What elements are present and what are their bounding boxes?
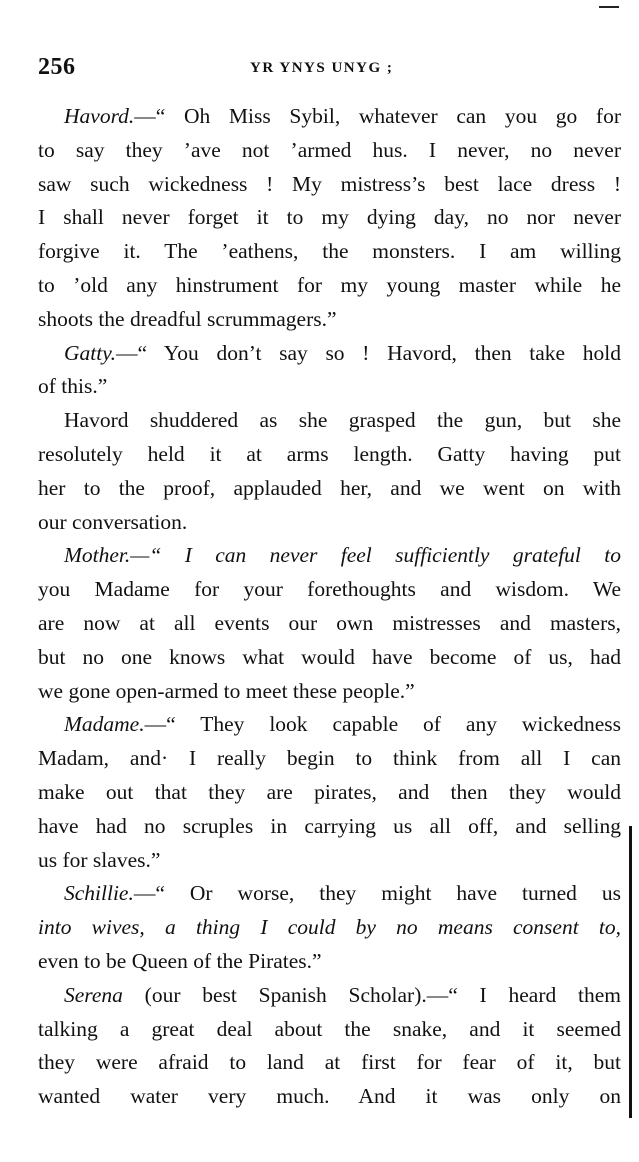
text-line: are now at all events our own mistresses and masters,	[38, 610, 621, 635]
text-line: saw such wickedness ! My mistress’s best lace dress !	[38, 171, 621, 196]
speaker-name: Serena	[64, 982, 123, 1007]
speaker-name: Schillie.	[64, 881, 134, 906]
text-line: wanted water very much. And it was only on	[38, 1084, 621, 1109]
page-number: 256	[38, 54, 76, 80]
text-line: Havord shuddered as she grasped the gun, but she	[64, 408, 621, 433]
page-body	[38, 100, 621, 1114]
text-line: they were afraid to land at first for fear of it, but	[38, 1050, 621, 1075]
line-text: —“ Oh Miss Sybil, whatever can you go for	[134, 104, 621, 128]
dialogue-paragraph-havord	[38, 100, 621, 337]
text-line: us for slaves.”	[38, 847, 161, 872]
text-line: but no one knows what would have become of us, had	[38, 644, 621, 669]
margin-rule	[629, 826, 632, 1118]
text-line: you Madame for your forethoughts and wisdom. We	[38, 577, 621, 602]
text-line: forgive it. The ’eathens, the monsters. I am willing	[38, 239, 621, 264]
text-line: make out that they are pirates, and then they would	[38, 779, 621, 804]
text-line	[38, 539, 621, 573]
text-line: of this.”	[38, 374, 108, 399]
speaker-name: Madame.	[64, 712, 145, 737]
dialogue-paragraph-mother	[38, 539, 621, 708]
text-line	[38, 100, 621, 134]
line-text: —“ They look capable of any wickedness	[144, 712, 621, 737]
line-text: —“ You don’t say so ! Havord, then take hold	[115, 340, 621, 365]
text-line: to ’old any hinstrument for my young master while he	[38, 272, 621, 297]
speaker-name: Mother.	[64, 543, 131, 568]
line-text: (our best Spanish Scholar).—“ I heard them	[122, 982, 621, 1007]
text-line: resolutely held it at arms length. Gatty having put	[38, 441, 621, 466]
text-line: shoots the dreadful scrummagers.”	[38, 306, 337, 331]
text-line	[38, 337, 621, 371]
text-line: her to the proof, applauded her, and we went on with	[38, 475, 621, 500]
page-header	[38, 54, 618, 84]
top-edge-mark	[599, 6, 619, 8]
text-line: even to be Queen of the Pirates.”	[38, 948, 322, 973]
speaker-name: Gatty.	[64, 340, 116, 365]
running-title: YR YNYS UNYG ;	[250, 60, 394, 76]
text-line	[38, 877, 621, 911]
dialogue-paragraph-gatty	[38, 337, 621, 405]
text-line	[38, 708, 621, 742]
line-text: —“ Or worse, they might have turned us	[133, 881, 621, 906]
narrative-paragraph	[38, 404, 621, 539]
dialogue-paragraph-madame	[38, 708, 621, 877]
text-line: Madam, and· I really begin to think from all I can	[38, 746, 621, 771]
text-line: into wives, a thing I could by no means consent to,	[38, 915, 621, 940]
text-line: we gone open-armed to meet these people.”	[38, 678, 415, 703]
speaker-name: Havord.	[64, 104, 135, 128]
dialogue-paragraph-schillie	[38, 877, 621, 978]
dialogue-paragraph-serena	[38, 979, 621, 1114]
text-line	[38, 979, 621, 1013]
text-line: have had no scruples in carrying us all off, and selling	[38, 813, 621, 838]
text-line: I shall never forget it to my dying day, no nor never	[38, 205, 621, 230]
line-text: —“ I can never feel sufficiently grateful to	[130, 543, 621, 568]
text-line: to say they ’ave not ’armed hus. I never, no never	[38, 137, 621, 162]
text-line: talking a great deal about the snake, and it seemed	[38, 1016, 621, 1041]
text-line: our conversation.	[38, 509, 188, 534]
